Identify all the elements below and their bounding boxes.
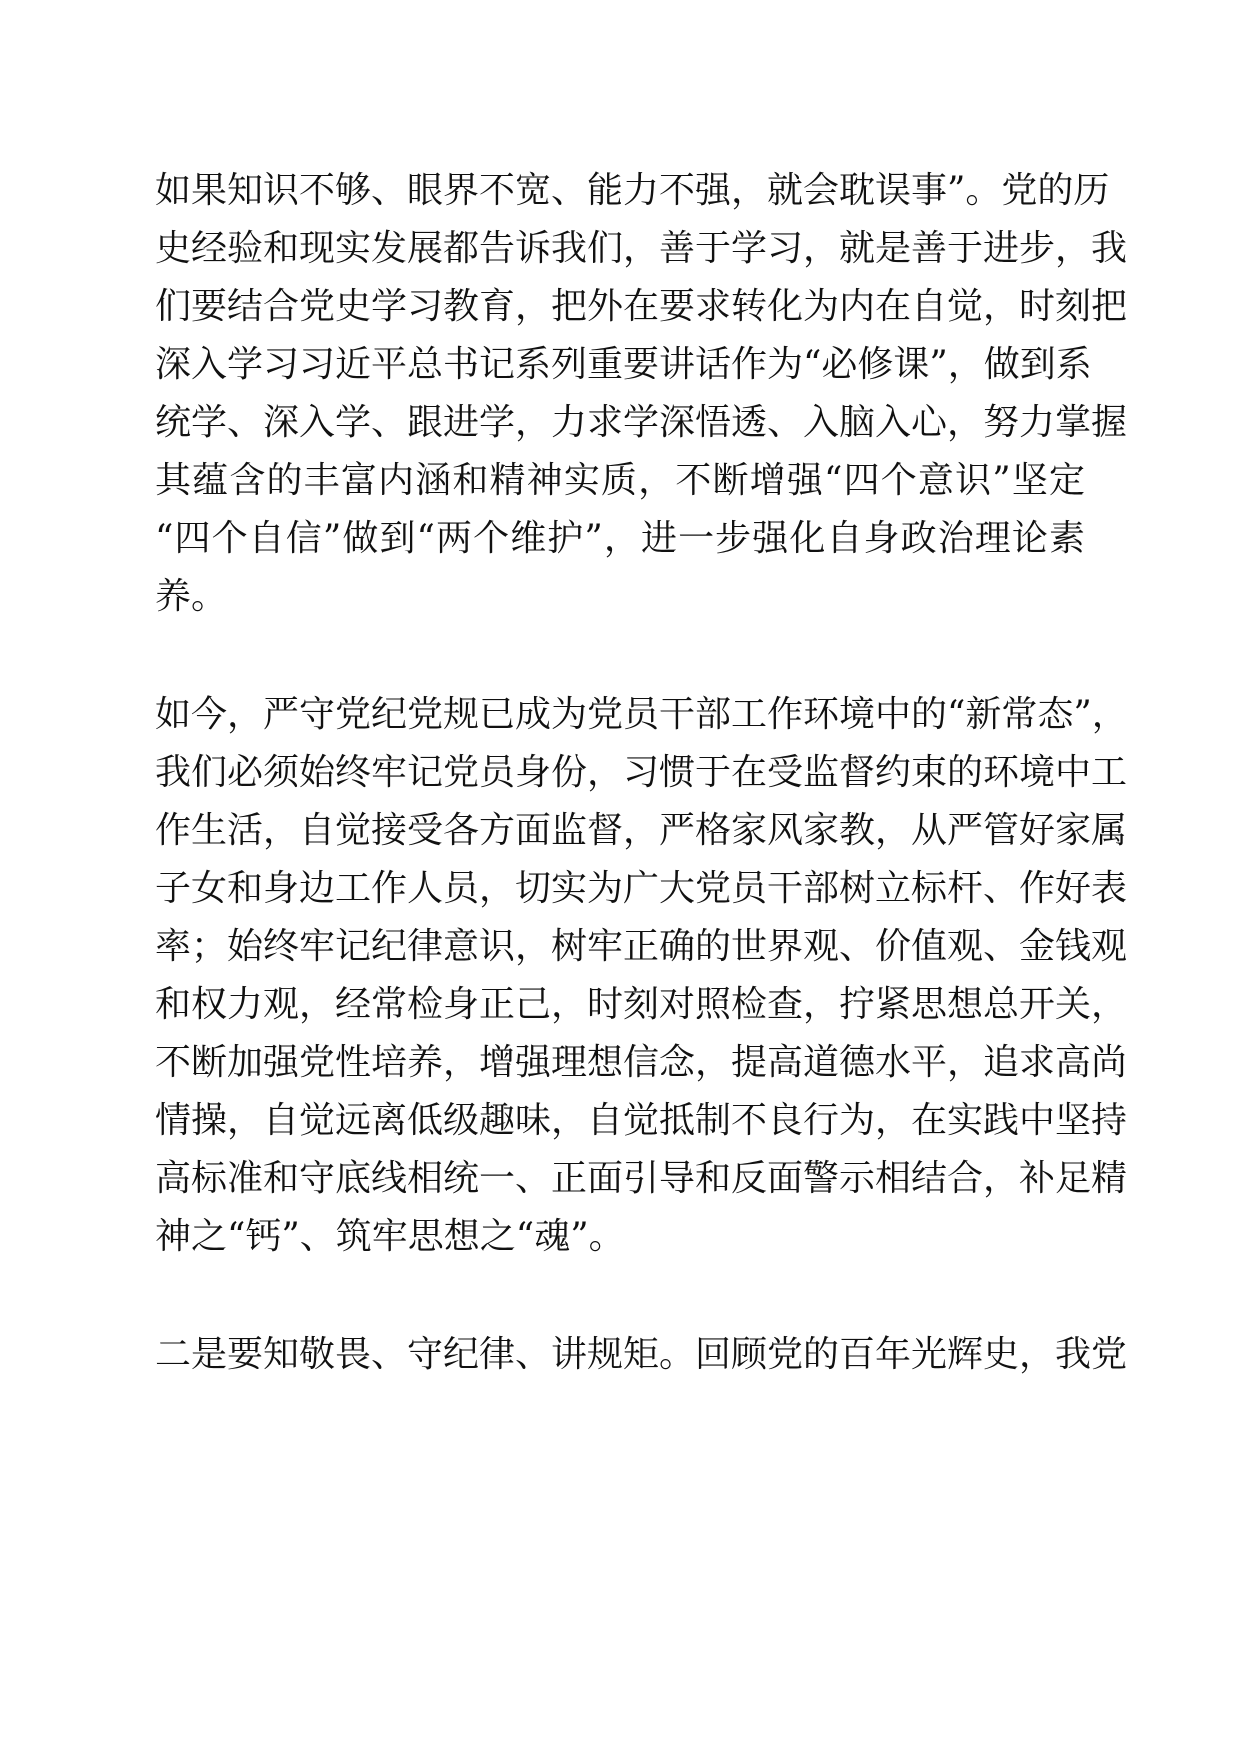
text-line: 和权力观，经常检身正己，时刻对照检查，拧紧思想总开关， — [155, 984, 1128, 1025]
text-line: 如果知识不够、眼界不宽、能力不强，就会耽误事”。党的历 — [155, 170, 1110, 211]
text-line: 史经验和现实发展都告诉我们，善于学习，就是善于进步，我 — [155, 228, 1128, 269]
text-line: 高标准和守底线相统一、正面引导和反面警示相结合，补足精 — [155, 1158, 1128, 1199]
text-line: 二是要知敬畏、守纪律、讲规矩。回顾党的百年光辉史，我党 — [155, 1334, 1128, 1375]
text-line: 神之“钙”、筑牢思想之“魂”。 — [155, 1216, 625, 1257]
text-line: 统学、深入学、跟进学，力求学深悟透、入脑入心，努力掌握 — [155, 402, 1128, 443]
text-line: 作生活，自觉接受各方面监督，严格家风家教，从严管好家属 — [155, 810, 1128, 851]
text-line: 率；始终牢记纪律意识，树牢正确的世界观、价值观、金钱观 — [155, 926, 1128, 967]
text-line: 情操，自觉远离低级趣味，自觉抵制不良行为，在实践中坚持 — [155, 1100, 1128, 1141]
text-line: 其蕴含的丰富内涵和精神实质，不断增强“四个意识”坚定 — [155, 460, 1085, 501]
text-line: 不断加强党性培养，增强理想信念，提高道德水平，追求高尚 — [155, 1042, 1128, 1083]
text-line: “四个自信”做到“两个维护”，进一步强化自身政治理论素 — [155, 518, 1085, 559]
text-line: 养。 — [155, 576, 228, 617]
text-line: 们要结合党史学习教育，把外在要求转化为内在自觉，时刻把 — [155, 286, 1128, 327]
text-line: 如今，严守党纪党规已成为党员干部工作环境中的“新常态”， — [155, 694, 1128, 735]
text-line: 深入学习习近平总书记系列重要讲话作为“必修课”，做到系 — [155, 344, 1092, 385]
text-line: 我们必须始终牢记党员身份，习惯于在受监督约束的环境中工 — [155, 752, 1128, 793]
text-line: 子女和身边工作人员，切实为广大党员干部树立标杆、作好表 — [155, 868, 1128, 909]
